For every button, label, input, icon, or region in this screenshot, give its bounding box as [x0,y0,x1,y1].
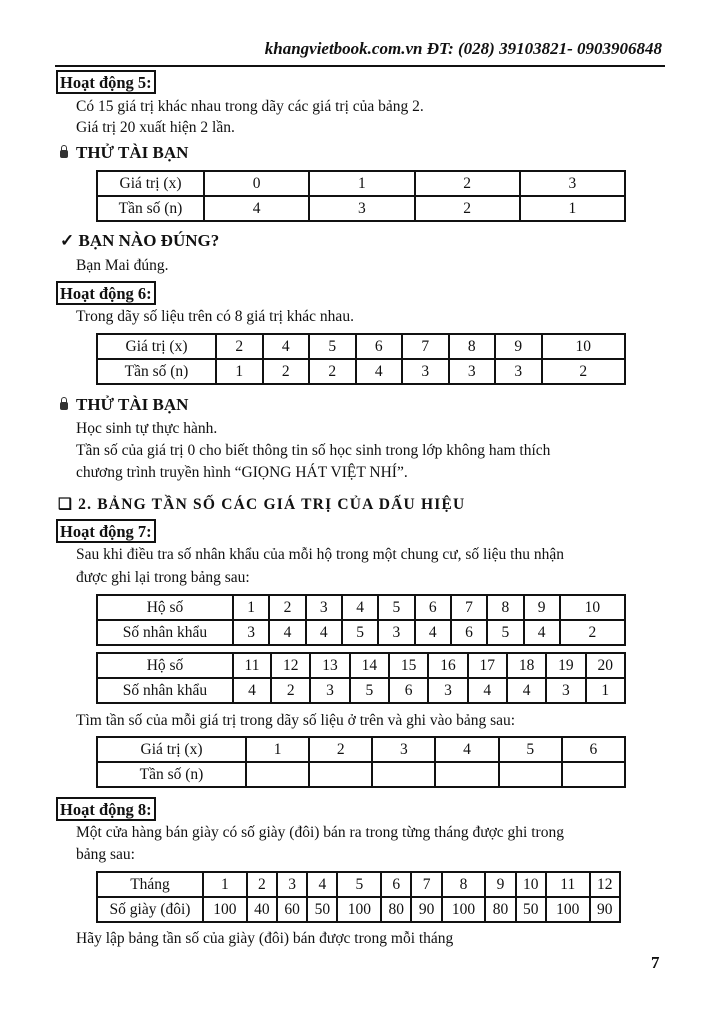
table-cell: 2 [271,678,310,703]
row-header-cell: Tần số (n) [97,359,216,384]
activity-7-title: Hoạt động 7: [56,519,156,543]
header-rule [55,65,665,67]
household-table-1 [96,594,626,646]
table-cell: 3 [428,678,467,703]
table-cell: 6 [562,737,625,762]
table-cell: 4 [415,620,451,645]
table-cell: 4 [204,196,309,221]
table-cell: 1 [520,196,625,221]
table-cell [309,762,372,787]
table-cell: 6 [415,595,451,620]
table-cell: 1 [233,595,269,620]
table-cell: 100 [546,897,590,922]
table-cell: 7 [402,334,449,359]
table-cell: 1 [203,872,247,897]
table-cell: 60 [277,897,307,922]
table-cell: 13 [310,653,349,678]
text-line: bảng sau: [76,846,135,863]
row-header-cell: Giá trị (x) [97,737,246,762]
table-cell: 50 [307,897,337,922]
lock-icon [60,402,68,410]
table-cell: 2 [247,872,277,897]
text-line: Trong dãy số liệu trên có 8 giá trị khác nhau. [76,308,354,325]
row-header-cell: Số nhân khẩu [97,678,233,703]
table-cell [372,762,435,787]
table-cell: 11 [233,653,271,678]
row-header-cell: Giá trị (x) [97,171,204,196]
table-cell: 4 [507,678,546,703]
frequency-table-2 [96,333,626,385]
table-cell: 1 [586,678,625,703]
table-cell: 10 [516,872,546,897]
table-cell: 3 [546,678,585,703]
table-cell [435,762,498,787]
table-cell: 3 [402,359,449,384]
text-line: được ghi lại trong bảng sau: [76,569,250,586]
table-cell: 2 [309,737,372,762]
row-header-cell: Tần số (n) [97,196,204,221]
table-row [97,196,625,221]
table-cell: 12 [271,653,310,678]
table-cell: 15 [389,653,428,678]
row-header-cell: Giá trị (x) [97,334,216,359]
table-row [97,653,625,678]
row-header-cell: Tần số (n) [97,762,246,787]
table-cell: 3 [310,678,349,703]
table-cell: 50 [516,897,546,922]
table-cell: 90 [411,897,441,922]
table-cell: 2 [216,334,263,359]
text-line: Giá trị 20 xuất hiện 2 lần. [76,119,235,136]
table-cell: 40 [247,897,277,922]
table-cell: 4 [269,620,305,645]
table-cell: 14 [350,653,389,678]
table-cell: 7 [451,595,487,620]
table-cell [562,762,625,787]
table-cell: 4 [342,595,378,620]
table-cell: 9 [495,334,542,359]
table-cell: 6 [451,620,487,645]
table-row [97,897,620,922]
table-cell: 4 [306,620,342,645]
table-cell: 5 [378,595,414,620]
table-cell: 0 [204,171,309,196]
table-cell: 12 [590,872,620,897]
table-cell: 4 [307,872,337,897]
activity-5-title: Hoạt động 5: [56,70,156,94]
table-cell: 1 [309,171,414,196]
table-cell: 18 [507,653,546,678]
table-row [97,620,625,645]
table-cell: 11 [546,872,590,897]
row-header-cell: Hộ số [97,653,233,678]
activity-8-title: Hoạt động 8: [56,797,156,821]
row-header-cell: Hộ số [97,595,233,620]
table-cell: 9 [485,872,515,897]
page-header: khangvietbook.com.vn ĐT: (028) 39103821- 0903906848 [264,39,662,58]
text-line: Có 15 giá trị khác nhau trong dãy các giá trị của bảng 2. [76,98,424,115]
text-line: Tần số của giá trị 0 cho biết thông tin số học sinh trong lớp không ham thích [76,442,551,459]
text-line: Một cửa hàng bán giày có số giày (đôi) bán ra trong từng tháng được ghi trong [76,824,564,841]
table-row [97,678,625,703]
table-cell: 2 [415,171,520,196]
table-cell: 3 [372,737,435,762]
table-cell: 4 [468,678,507,703]
table-cell: 5 [337,872,381,897]
table-cell: 90 [590,897,620,922]
blank-frequency-table [96,736,626,788]
table-cell: 2 [542,359,626,384]
table-cell: 5 [350,678,389,703]
text-line: Tìm tần số của mỗi giá trị trong dãy số liệu ở trên và ghi vào bảng sau: [76,712,516,729]
table-cell: 9 [524,595,560,620]
try-heading-1 [60,143,188,163]
table-cell [246,762,309,787]
table-cell: 100 [337,897,381,922]
table-cell: 17 [468,653,507,678]
frequency-table-1 [96,170,626,222]
household-table-2 [96,652,626,704]
table-cell: 4 [263,334,310,359]
text-line: Học sinh tự thực hành. [76,420,218,437]
table-cell: 2 [269,595,305,620]
table-cell: 80 [381,897,411,922]
row-header-cell: Tháng [97,872,203,897]
table-cell: 3 [378,620,414,645]
table-cell: 2 [263,359,310,384]
section-2-heading: ❑ 2. BẢNG TẦN SỐ CÁC GIÁ TRỊ CỦA DẤU HIỆU [58,496,466,513]
table-cell: 4 [356,359,403,384]
activity-6-title: Hoạt động 6: [56,281,156,305]
table-row [97,737,625,762]
table-cell: 3 [233,620,269,645]
table-row [97,595,625,620]
table-cell: 2 [309,359,356,384]
table-cell: 3 [306,595,342,620]
table-cell: 3 [520,171,625,196]
table-cell: 3 [309,196,414,221]
table-row [97,334,625,359]
try-heading-2 [60,395,188,415]
table-cell: 8 [442,872,486,897]
table-cell: 3 [277,872,307,897]
table-cell: 4 [233,678,271,703]
table-cell: 2 [560,620,625,645]
table-cell: 6 [381,872,411,897]
text-line: Sau khi điều tra số nhân khẩu của mỗi hộ trong một chung cư, số liệu thu nhận [76,546,564,563]
table-row [97,872,620,897]
text-line: Hãy lập bảng tần số của giày (đôi) bán được trong mỗi tháng [76,930,454,947]
page-number: 7 [651,953,660,972]
table-cell: 5 [499,737,562,762]
heading-text: THỬ TÀI BẠN [76,143,189,162]
table-cell: 2 [415,196,520,221]
row-header-cell: Số giày (đôi) [97,897,203,922]
table-cell: 5 [309,334,356,359]
shoe-sales-table [96,871,621,923]
table-cell: 7 [411,872,441,897]
table-cell: 10 [542,334,626,359]
table-row [97,762,625,787]
row-header-cell: Số nhân khẩu [97,620,233,645]
table-cell: 1 [216,359,263,384]
who-is-right-heading: ✓ BẠN NÀO ĐÚNG? [60,231,220,250]
table-cell: 6 [389,678,428,703]
table-cell [499,762,562,787]
table-cell: 10 [560,595,625,620]
table-cell: 3 [495,359,542,384]
table-cell: 19 [546,653,585,678]
table-row [97,359,625,384]
table-cell: 8 [449,334,496,359]
table-row [97,171,625,196]
table-cell: 5 [487,620,523,645]
text-line: chương trình truyền hình “GIỌNG HÁT VIỆT NHÍ”. [76,464,408,481]
table-cell: 6 [356,334,403,359]
heading-text: THỬ TÀI BẠN [76,395,189,414]
table-cell: 8 [487,595,523,620]
table-cell: 100 [442,897,486,922]
table-cell: 4 [524,620,560,645]
table-cell: 16 [428,653,467,678]
table-cell: 5 [342,620,378,645]
table-cell: 100 [203,897,247,922]
lock-icon [60,150,68,158]
table-cell: 20 [586,653,625,678]
table-cell: 3 [449,359,496,384]
table-cell: 1 [246,737,309,762]
table-cell: 80 [485,897,515,922]
table-cell: 4 [435,737,498,762]
text-line: Bạn Mai đúng. [76,257,169,274]
